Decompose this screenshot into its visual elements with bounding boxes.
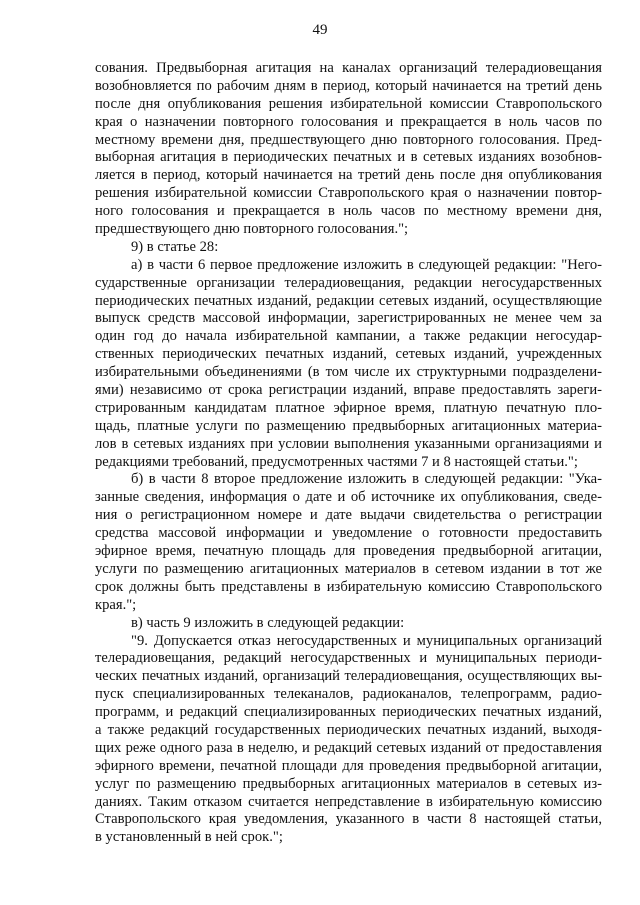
text-line: выборная агитация в периодических печатных и в сетевых изданиях возобнов- [95,149,602,166]
text-line: края."; [95,596,137,613]
text-line: б) в части 8 второе предложение изложить в следующей редакции: "Ука- [131,471,602,488]
text-line: эфирного времени, печатной площади для проведения предвыборной агитации, [95,757,602,774]
text-line: услуги по размещению агитационных материалов в сетевом издании в тот же [95,560,602,577]
body-text [95,60,602,847]
text-line: эфирное время, печатную площадь для проведения предвыборной агитации, [95,543,602,560]
page-number: 49 [312,22,328,38]
text-line: 9) в статье 28: [131,238,219,255]
text-line: "9. Допускается отказ негосударственных и муниципальных организаций [131,632,602,649]
text-line: услуг по размещению предвыборных агитационных материалов в сетевых из- [95,775,602,792]
text-line: Ставропольского края уведомления, указанного в части 8 настоящей статьи, [95,811,602,828]
text-line: срок должны быть представлены в избирательную комиссию Ставропольского [95,578,602,595]
text-line: возобновляется по рабочим дням в период, который начинается на третий день [95,77,602,94]
text-line: выпуск средств массовой информации, зарегистрированных не менее чем за [95,310,602,327]
text-line: а также редакций государственных периодических печатных изданий, выходя- [95,721,602,738]
text-line: в установленный в ней срок."; [95,829,283,846]
text-line: ями) независимо от срока регистрации изданий, вправе предоставлять зареги- [95,382,602,399]
text-line: избирательными объединениями (в том числе их структурными подразделени- [95,364,602,381]
text-line: телерадиовещания, редакций негосударственных и муниципальных периоди- [95,650,602,667]
text-line: предшествующего дню повторного голосования."; [95,221,409,238]
text-line: один год до начала избирательной кампании, а также редакции негосудар- [95,328,602,345]
text-line: сования. Предвыборная агитация на каналах организаций телерадиовещания [95,60,602,76]
text-line: сударственные организации телерадиовещания, редакции негосударственных [95,274,602,291]
text-line: щих реже одного раза в неделю, и редакций сетевых изданий от предоставления [95,739,602,756]
text-line: занные сведения, информация о дате и об источнике их опубликования, сведе- [95,489,602,506]
text-line: щадь, платные услуги по размещению предвыборных агитационных материа- [95,417,602,434]
text-line: ного голосования и прекращается в ноль часов по местному времени дня, [95,203,602,220]
text-line: края о назначении повторного голосования и прекращается в ноль часов по [95,113,602,130]
text-line: программ, и редакций специализированных периодических печатных изданий, [95,704,602,721]
text-line: ственных периодических печатных изданий, сетевых изданий, учрежденных [95,346,602,363]
text-line: даниях. Таким отказом считается непредставление в избирательную комиссию [95,793,602,810]
text-line: решения избирательной комиссии Ставропольского края о назначении повтор- [95,185,602,202]
text-line: средства массовой информации и уведомление о готовности предоставить [95,525,602,542]
text-line: пуск специализированных телеканалов, радиоканалов, телепрограмм, радио- [95,686,602,703]
text-line: ляется в период, который начинается на третий день после дня опубликования [95,167,602,184]
text-line: ческих печатных изданий, организаций телерадиовещания, осуществляющих вы- [95,668,602,685]
text-line: ния о регистрационном номере и дате выдачи свидетельства о регистрации [95,507,602,524]
text-line: местному времени дня, предшествующего дню повторного голосования. Пред- [95,131,602,148]
text-line: после дня опубликования решения избирательной комиссии Ставропольского [95,95,602,112]
text-line: в) часть 9 изложить в следующей редакции: [131,614,405,631]
text-line: редакциями требований, предусмотренных частями 7 и 8 настоящей статьи."; [95,453,578,470]
text-line: стрированным кандидатам платное эфирное время, платную печатную пло- [95,399,602,416]
text-line: а) в части 6 первое предложение изложить в следующей редакции: "Него- [131,256,602,273]
text-line: лов в сетевых изданиях при условии выполнения указанными организациями и [95,435,602,452]
text-line: периодических печатных изданий, редакции сетевых изданий, осуществляющие [95,292,602,309]
